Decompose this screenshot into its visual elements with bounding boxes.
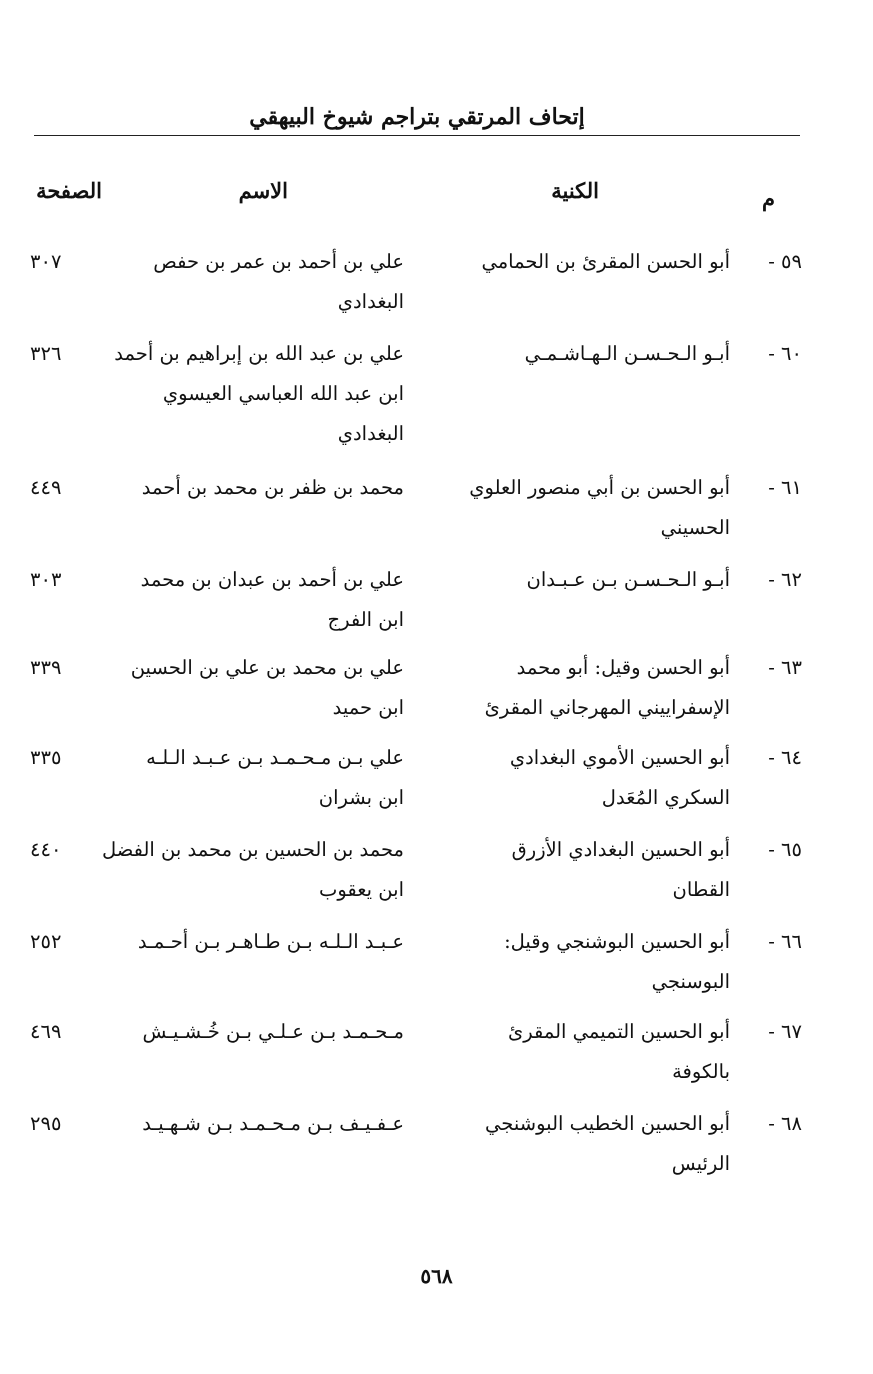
- entry-name: [118, 648, 438, 728]
- table-row: [30, 830, 802, 910]
- name-line: البغدادي: [337, 290, 404, 313]
- name-line: مـحـمـد بـن عـلـي بـن خُـشـيـش: [142, 1020, 404, 1043]
- entry-number: ٦٧ -: [768, 1020, 802, 1043]
- column-header-page: الصفحة: [36, 178, 102, 203]
- name-line: ابن عبد الله العباسي العيسوي: [162, 382, 404, 405]
- entry-number: ٦٤ -: [768, 746, 802, 769]
- kunya-line: أبو الحسين التميمي المقرئ: [507, 1020, 730, 1043]
- kunya-line: أبو الحسن بن أبي منصور العلوي: [469, 476, 730, 499]
- table-row: [30, 922, 802, 1002]
- entry-page: ٢٥٢: [30, 930, 62, 953]
- header-rule: [34, 135, 800, 136]
- running-header-title: إتحاف المرتقي بتراجم شيوخ البيهقي: [249, 104, 585, 130]
- entries-table: [30, 242, 802, 1184]
- entry-kunya: [438, 468, 730, 548]
- table-row: [30, 1104, 802, 1184]
- entry-kunya: [438, 922, 730, 1002]
- entry-number: ٦٨ -: [768, 1112, 802, 1135]
- kunya-line: الحسيني: [660, 516, 730, 539]
- name-line: علي بـن مـحـمـد بـن عـبـد الـلـه: [146, 746, 404, 769]
- name-line: ابن بشران: [318, 786, 404, 809]
- name-line: عـفـيـف بـن مـحـمـد بـن شـهـيـد: [142, 1112, 404, 1135]
- entry-page: ٤٦٩: [30, 1020, 62, 1043]
- name-line: محمد بن الحسين بن محمد بن الفضل: [101, 838, 404, 861]
- kunya-line: أبو الحسن المقرئ بن الحمامي: [481, 250, 730, 273]
- entry-kunya: [438, 830, 730, 910]
- column-header-kunya: الكنية: [551, 178, 599, 203]
- table-row: [30, 468, 802, 548]
- kunya-line: أبو الحسين البغدادي الأزرق: [511, 838, 730, 861]
- entry-name: [118, 738, 438, 818]
- entry-number: ٦٥ -: [768, 838, 802, 861]
- entry-number: ٦٢ -: [768, 568, 802, 591]
- kunya-line: أبو الحسين الأموي البغدادي: [509, 746, 730, 769]
- table-row: [30, 560, 802, 640]
- name-line: عـبـد الـلـه بـن طـاهـر بـن أحـمـد: [137, 930, 404, 953]
- table-row: [30, 648, 802, 728]
- kunya-line: أبـو الـحـسـن الـهـاشـمـي: [524, 342, 730, 365]
- name-line: البغدادي: [337, 422, 404, 445]
- entry-page: ٤٤٩: [30, 476, 62, 499]
- name-line: علي بن أحمد بن عمر بن حفص: [153, 250, 404, 273]
- column-header-name: الاسم: [238, 178, 288, 203]
- entry-name: [118, 242, 438, 322]
- entry-number: ٦٠ -: [768, 342, 802, 365]
- name-line: علي بن عبد الله بن إبراهيم بن أحمد: [114, 342, 404, 365]
- entry-kunya: [438, 1104, 730, 1184]
- kunya-line: أبو الحسين الخطيب البوشنجي: [485, 1112, 730, 1135]
- entry-page: ٢٩٥: [30, 1112, 62, 1135]
- kunya-line: الإسفراييني المهرجاني المقرئ: [484, 696, 730, 719]
- entry-name: [118, 1104, 438, 1144]
- entry-number: ٥٩ -: [768, 250, 802, 273]
- entry-kunya: [438, 648, 730, 728]
- entry-name: [118, 922, 438, 962]
- kunya-line: بالكوفة: [672, 1060, 730, 1083]
- entry-kunya: [438, 738, 730, 818]
- name-line: ابن يعقوب: [318, 878, 404, 901]
- kunya-line: أبـو الـحـسـن بـن عـبـدان: [526, 568, 730, 591]
- entry-name: [114, 334, 438, 454]
- kunya-line: أبو الحسين البوشنجي وقيل:: [504, 930, 730, 953]
- entry-page: ٣٠٣: [30, 568, 62, 591]
- kunya-line: البوسنجي: [651, 970, 730, 993]
- entry-name: [101, 830, 438, 910]
- kunya-line: الرئيس: [671, 1152, 730, 1175]
- kunya-line: أبو الحسن وقيل: أبو محمد: [516, 656, 730, 679]
- table-row: [30, 242, 802, 322]
- entry-kunya: [438, 1012, 730, 1092]
- entry-page: ٣٠٧: [30, 250, 62, 273]
- page-number: ٥٦٨: [420, 1264, 453, 1288]
- entry-name: [118, 560, 438, 640]
- entry-number: ٦١ -: [768, 476, 802, 499]
- entry-name: [118, 1012, 438, 1052]
- entry-number: ٦٦ -: [768, 930, 802, 953]
- table-row: [30, 738, 802, 818]
- entry-number: ٦٣ -: [768, 656, 802, 679]
- entry-name: [118, 468, 438, 508]
- entry-page: ٣٣٥: [30, 746, 62, 769]
- name-line: محمد بن ظفر بن محمد بن أحمد: [141, 476, 404, 499]
- name-line: علي بن أحمد بن عبدان بن محمد: [140, 568, 404, 591]
- entry-kunya: [438, 334, 730, 374]
- entry-kunya: [438, 242, 730, 282]
- name-line: علي بن محمد بن علي بن الحسين: [130, 656, 404, 679]
- entry-page: ٣٢٦: [30, 342, 62, 365]
- column-header-number: م: [761, 186, 775, 211]
- name-line: ابن الفرج: [327, 608, 404, 631]
- name-line: ابن حميد: [332, 696, 404, 719]
- entry-page: ٣٣٩: [30, 656, 62, 679]
- kunya-line: السكري المُعَدل: [601, 786, 730, 809]
- table-row: [30, 1012, 802, 1092]
- entry-kunya: [438, 560, 730, 600]
- entry-page: ٤٤٠: [30, 838, 62, 861]
- table-row: [30, 334, 802, 454]
- kunya-line: القطان: [672, 878, 730, 901]
